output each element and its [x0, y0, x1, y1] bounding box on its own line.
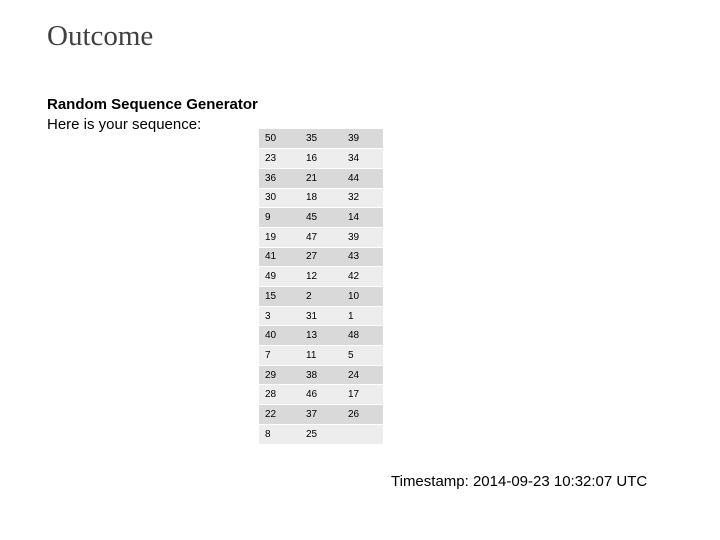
table-cell: 50	[259, 129, 300, 149]
table-row	[259, 424, 383, 444]
sequence-intro-text: Here is your sequence:	[47, 116, 202, 133]
table-cell: 40	[259, 326, 300, 346]
table-row	[259, 287, 383, 307]
table-row	[259, 168, 383, 188]
table-cell: 29	[259, 365, 300, 385]
table-cell	[342, 424, 383, 444]
table-cell: 45	[300, 208, 342, 228]
table-cell: 28	[259, 385, 300, 405]
table-cell: 25	[300, 424, 342, 444]
table-row	[259, 188, 383, 208]
table-cell: 22	[259, 405, 300, 425]
table-row	[259, 208, 383, 228]
table-cell: 7	[259, 346, 300, 366]
table-cell: 47	[300, 227, 342, 247]
table-cell: 41	[259, 247, 300, 267]
generator-heading: Random Sequence Generator	[47, 96, 258, 113]
table-cell: 30	[259, 188, 300, 208]
table-cell: 5	[342, 346, 383, 366]
sequence-table	[259, 129, 383, 445]
table-cell: 15	[259, 287, 300, 307]
table-cell: 27	[300, 247, 342, 267]
table-cell: 44	[342, 168, 383, 188]
table-cell: 36	[259, 168, 300, 188]
table-row	[259, 306, 383, 326]
table-cell: 13	[300, 326, 342, 346]
table-cell: 1	[342, 306, 383, 326]
table-cell: 16	[300, 149, 342, 169]
table-cell: 17	[342, 385, 383, 405]
table-cell: 11	[300, 346, 342, 366]
table-cell: 2	[300, 287, 342, 307]
sequence-table-body	[259, 129, 383, 444]
table-row	[259, 267, 383, 287]
table-cell: 42	[342, 267, 383, 287]
table-cell: 10	[342, 287, 383, 307]
table-cell: 9	[259, 208, 300, 228]
table-cell: 23	[259, 149, 300, 169]
table-row	[259, 326, 383, 346]
table-row	[259, 405, 383, 425]
table-cell: 26	[342, 405, 383, 425]
table-cell: 48	[342, 326, 383, 346]
table-row	[259, 346, 383, 366]
table-cell: 35	[300, 129, 342, 149]
table-cell: 37	[300, 405, 342, 425]
table-cell: 46	[300, 385, 342, 405]
table-row	[259, 149, 383, 169]
table-cell: 19	[259, 227, 300, 247]
table-cell: 39	[342, 227, 383, 247]
table-cell: 24	[342, 365, 383, 385]
page-title: Outcome	[47, 20, 154, 52]
table-cell: 8	[259, 424, 300, 444]
table-cell: 12	[300, 267, 342, 287]
table-cell: 18	[300, 188, 342, 208]
table-cell: 3	[259, 306, 300, 326]
table-cell: 34	[342, 149, 383, 169]
table-cell: 39	[342, 129, 383, 149]
table-cell: 21	[300, 168, 342, 188]
table-cell: 31	[300, 306, 342, 326]
table-cell: 38	[300, 365, 342, 385]
table-row	[259, 385, 383, 405]
table-row	[259, 247, 383, 267]
table-row	[259, 365, 383, 385]
timestamp-text: Timestamp: 2014-09-23 10:32:07 UTC	[391, 473, 648, 490]
table-cell: 14	[342, 208, 383, 228]
table-cell: 43	[342, 247, 383, 267]
table-cell: 49	[259, 267, 300, 287]
table-cell: 32	[342, 188, 383, 208]
table-row	[259, 227, 383, 247]
table-row	[259, 129, 383, 149]
